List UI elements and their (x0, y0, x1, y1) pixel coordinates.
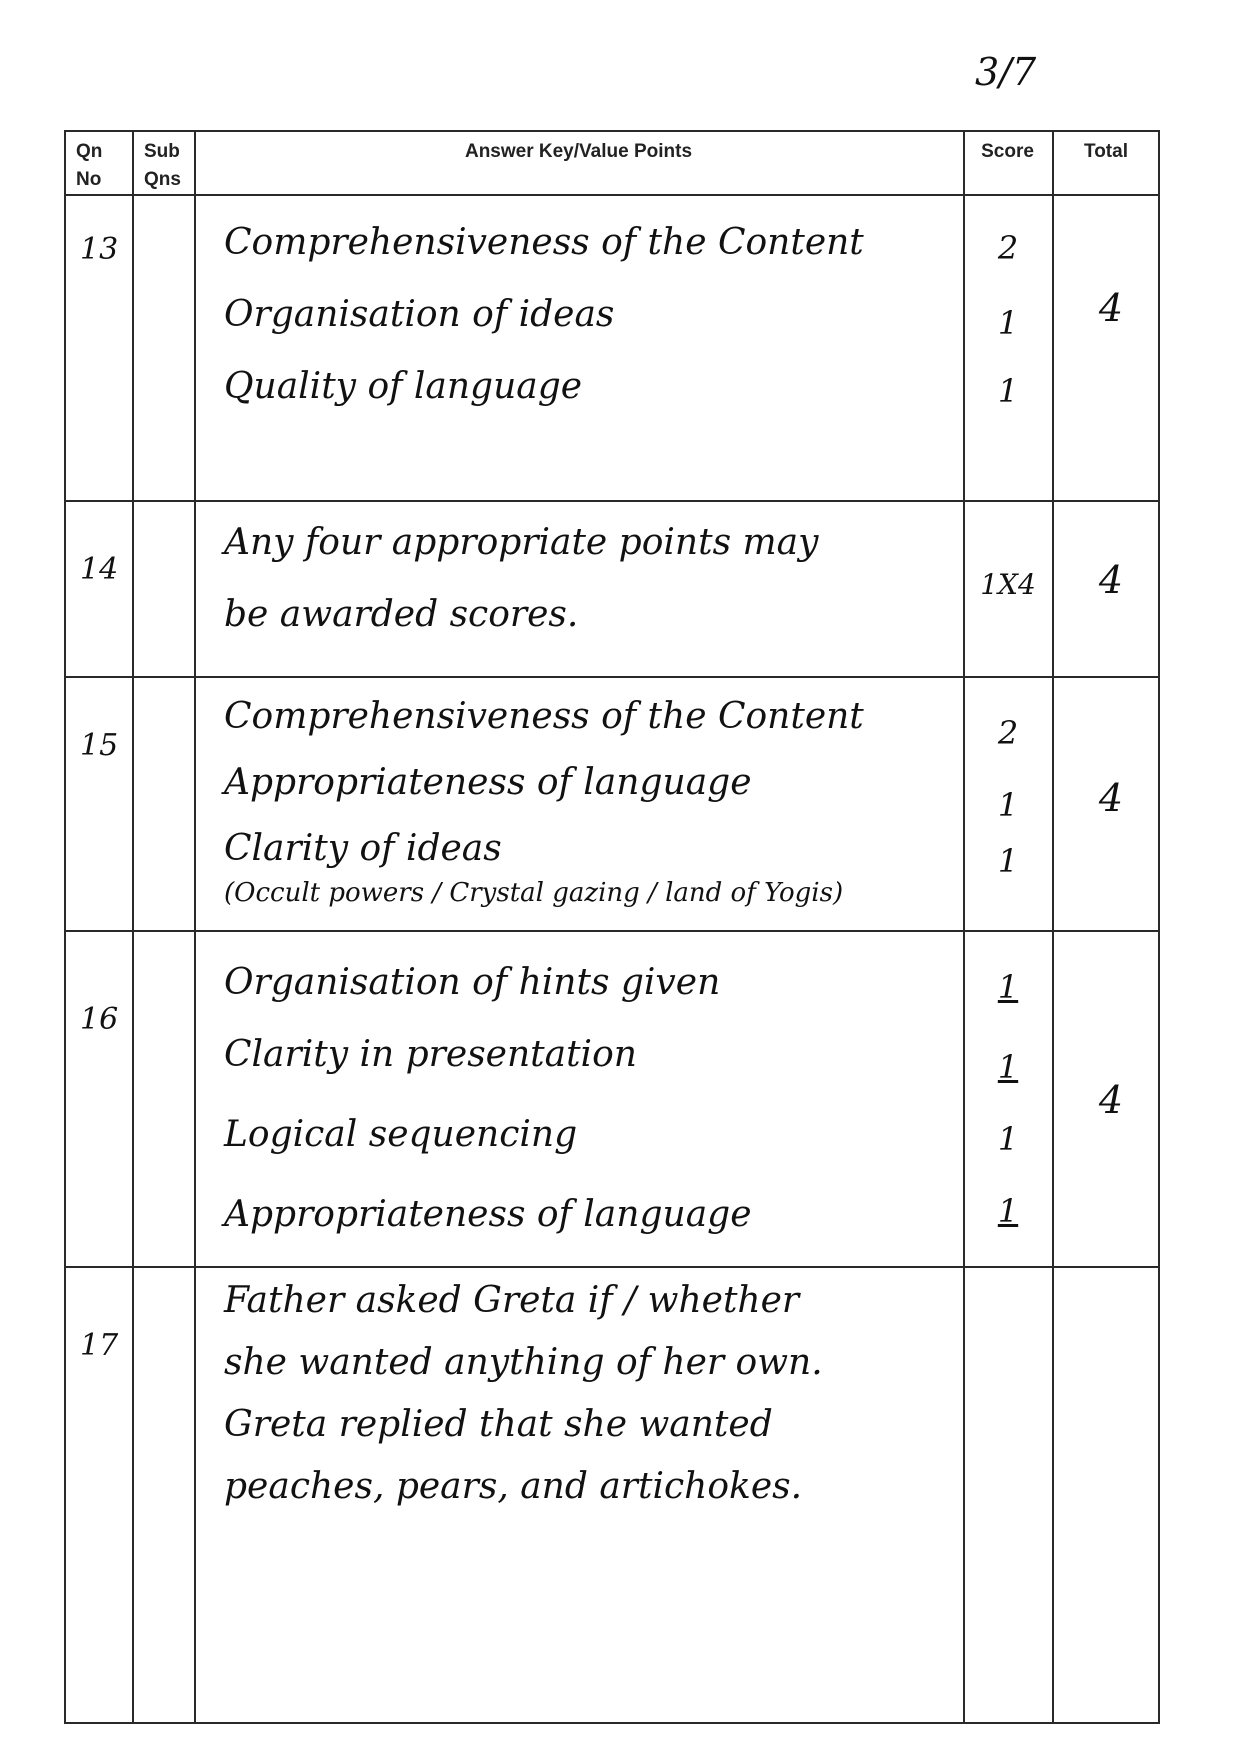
header-answer-key: Answer Key/Value Points (464, 141, 693, 162)
question-number: 16 (80, 1002, 119, 1037)
score-value: 1 (997, 1048, 1019, 1086)
table-row (66, 930, 1158, 1266)
answer-note: (Occult powers / Crystal gazing / land of Yogis) (224, 878, 844, 908)
score-value: 1X4 (980, 568, 1036, 601)
score-value: 1 (997, 842, 1019, 880)
score-cell (963, 676, 1053, 930)
score-value: 2 (997, 229, 1019, 267)
answer-line: Comprehensiveness of the Content (224, 696, 864, 737)
header-sub-label: Sub (144, 141, 180, 162)
answer-text (224, 962, 1014, 1266)
answer-text (224, 522, 1014, 666)
header-qn-no (76, 138, 102, 194)
header-score: Score (981, 141, 1034, 162)
total-value: 4 (1098, 776, 1124, 820)
table-row (66, 1266, 1158, 1722)
header-qn-label: Qn (76, 141, 103, 162)
question-number: 15 (80, 728, 119, 763)
score-value: 1 (997, 786, 1019, 824)
total-value: 4 (1098, 558, 1124, 602)
answer-line: Logical sequencing (224, 1114, 578, 1155)
score-value: 1 (997, 968, 1019, 1006)
score-value: 2 (997, 714, 1019, 752)
answer-line: peaches, pears, and artichokes. (224, 1466, 803, 1507)
page-number: 3/7 (975, 50, 1037, 94)
score-value: 1 (997, 304, 1019, 342)
answer-key-table (64, 130, 1160, 1724)
question-number: 13 (80, 232, 119, 267)
answer-text (224, 222, 1014, 438)
total-value: 4 (1098, 1078, 1124, 1122)
answer-text (224, 1280, 1014, 1528)
score-cell (963, 930, 1053, 1266)
answer-line: Organisation of hints given (224, 962, 721, 1003)
answer-line: she wanted anything of her own. (224, 1342, 823, 1383)
answer-line: Organisation of ideas (224, 294, 615, 335)
header-qns-label: Qns (144, 169, 181, 190)
header-total: Total (1084, 141, 1128, 162)
answer-line: Appropriateness of language (224, 1194, 752, 1235)
score-cell (963, 194, 1053, 500)
total-value: 4 (1098, 286, 1124, 330)
question-number: 14 (80, 552, 119, 587)
header-no-label: No (76, 169, 102, 190)
answer-text (224, 696, 1014, 918)
header-sub-qns (144, 138, 181, 194)
answer-line: Comprehensiveness of the Content (224, 222, 864, 263)
answer-line: Quality of language (224, 366, 583, 407)
answer-line: be awarded scores. (224, 594, 579, 635)
answer-line: Appropriateness of language (224, 762, 752, 803)
score-cell (963, 500, 1053, 676)
table-row (66, 676, 1158, 930)
score-value: 1 (997, 1120, 1019, 1158)
answer-line: Clarity of ideas (224, 828, 502, 869)
score-value: 1 (997, 1192, 1019, 1230)
answer-line: Clarity in presentation (224, 1034, 637, 1075)
answer-line: Greta replied that she wanted (224, 1404, 773, 1445)
score-value: 1 (997, 372, 1019, 410)
table-header (66, 132, 1158, 196)
table-row (66, 194, 1158, 500)
answer-line: Any four appropriate points may (224, 522, 819, 563)
table-row (66, 500, 1158, 676)
answer-line: Father asked Greta if / whether (224, 1280, 800, 1321)
question-number: 17 (80, 1328, 119, 1363)
